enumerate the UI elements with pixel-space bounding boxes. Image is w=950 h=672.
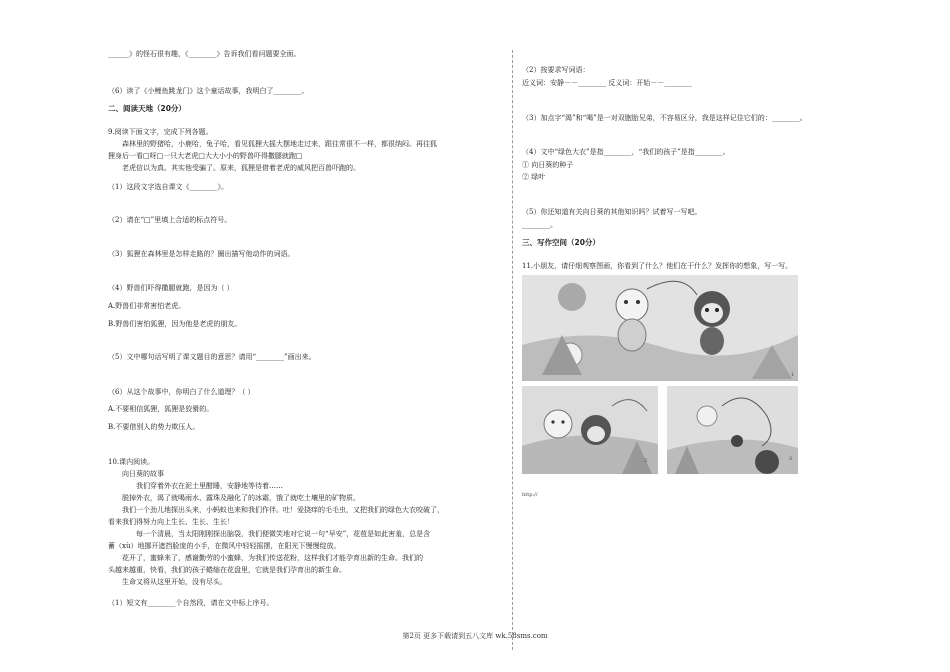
question-10-4: （4）文中“绿色大衣”是指________，“我们的孩子”是指________。: [522, 148, 730, 156]
passage-line: 看来我们得努力向上生长、生长、生长！: [108, 518, 234, 526]
question-10-3: （3）加点字“渴”和“喝”是一对双胞胎兄弟，不容易区分，我是这样记住它们的：________。: [522, 114, 807, 122]
question-10: 10.课内阅读。: [108, 458, 155, 466]
option-a: A.野兽们非常害怕老虎。: [108, 302, 186, 310]
page-footer: 第2页 更多下载请到五八文库 wk.58sms.com: [402, 632, 548, 640]
passage-line: 头越来越重，快看，我们的孩子蜷缩在花盘里，它就是我们孕育出的新生命。: [108, 566, 346, 574]
question-9-5: （5）文中哪句话写明了课文题目的意思？请用“________”画出来。: [108, 353, 316, 361]
option-b: B.野兽们害怕狐狸，因为他是老虎的朋友。: [108, 320, 242, 328]
option-a: A.不要相信狐狸，狐狸是狡猾的。: [108, 405, 214, 413]
passage-line: 每一个清晨，当太阳刚刚探出脑袋，我们便微笑地对它说一句“早安”，花苞是如此害羞，总是含: [136, 530, 431, 538]
cartoon-illustration-2: [522, 386, 658, 474]
question-9-2: （2）请在“□”里填上合适的标点符号。: [108, 216, 232, 224]
passage-line: 蓄（xù）地挪开遮挡脸庞的小手，在微风中轻轻摇摆，在阳光下慢慢绽放。: [108, 542, 341, 550]
cartoon-panel-1: [522, 275, 798, 381]
passage-line: 花开了，蜜蜂来了，感谢勤劳的小蜜蜂，为我们传送花粉，这样我们才能孕育出新的生命。我们的: [122, 554, 423, 562]
question-9-4: （4）野兽们吓得撒腿就跑，是因为（ ）: [108, 284, 234, 292]
question-9-6: （6）从这个故事中，你明白了什么道理？（ ）: [108, 388, 255, 396]
passage-line: 我们穿着外衣在泥土里酣睡，安静地等待着……: [136, 482, 283, 490]
option-1: ① 向日葵的种子: [522, 161, 574, 169]
passage-line: 老虎信以为真。其实他受骗了。原来，狐狸是借着老虎的威风把百兽吓跑的。: [122, 164, 360, 172]
column-divider: [512, 50, 513, 650]
cartoon-panel-2: [522, 386, 658, 474]
answer-line: 近义词：安静－－________ 反义词：开始－－________: [522, 79, 693, 87]
option-2: ② 绿叶: [522, 173, 546, 181]
text-line: ______》的怪石很有趣，《________》告诉我们看问题要全面。: [108, 50, 301, 58]
question-9: 9.阅读下面文字，完成下列各题。: [108, 128, 213, 136]
panel-number: 2: [644, 458, 648, 464]
section-writing-heading: 三、写作空间（20分）: [522, 238, 600, 247]
cartoon-illustration-3: [667, 386, 798, 474]
passage-line: 狸身后一看□呀□一只大老虎□大大小小的野兽吓得撒腿就跑□: [108, 152, 303, 160]
passage-line: 我们一个劲儿地探出头来，小蚂蚁也来和我们作伴。吐！爱挠痒的毛毛虫，又把我们的绿色大衣咬破了，: [122, 506, 444, 514]
question-6: （6）读了《小鲤鱼跳龙门》这个童话故事，我明白了________。: [108, 87, 309, 95]
question-10-2: （2）按要求写词语：: [522, 66, 590, 74]
question-11: 11.小朋友，请仔细观察图画，你看到了什么？他们在干什么？发挥你的想象，写一写。: [522, 262, 793, 270]
passage-line: 森林里的野猪哈，小鹿哈，兔子哈，看见狐狸大摇大摆地走过来，跟往常很不一样，都很纳闷。再往狐: [122, 140, 437, 148]
passage-line: 脱掉外衣，渴了就喝雨水、露珠及融化了的冰霜，饿了就吃土壤里的矿物质。: [122, 494, 360, 502]
panel-number: 3: [788, 456, 792, 462]
passage-title: 向日葵的故事: [122, 470, 164, 478]
section-reading-heading: 二、阅读天地（20分）: [108, 104, 186, 113]
question-9-1: （1）这段文字选自课文《________》。: [108, 183, 228, 191]
panel-number: 1: [790, 372, 794, 379]
answer-line: ________。: [522, 221, 557, 229]
image-caption: http://: [522, 492, 538, 498]
question-9-3: （3）狐狸在森林里是怎样走路的？圈出描写他动作的词语。: [108, 250, 295, 258]
cartoon-panel-3: [667, 386, 798, 474]
cartoon-illustration-1: [522, 275, 798, 381]
passage-line: 生命又将从这里开始，没有尽头。: [122, 578, 227, 586]
question-10-1: （1）短文有________个自然段，请在文中标上序号。: [108, 599, 274, 607]
option-b: B.不要借别人的势力欺压人。: [108, 423, 200, 431]
question-10-5: （5）你还知道有关向日葵的其他知识吗？试着写一写吧。: [522, 208, 702, 216]
